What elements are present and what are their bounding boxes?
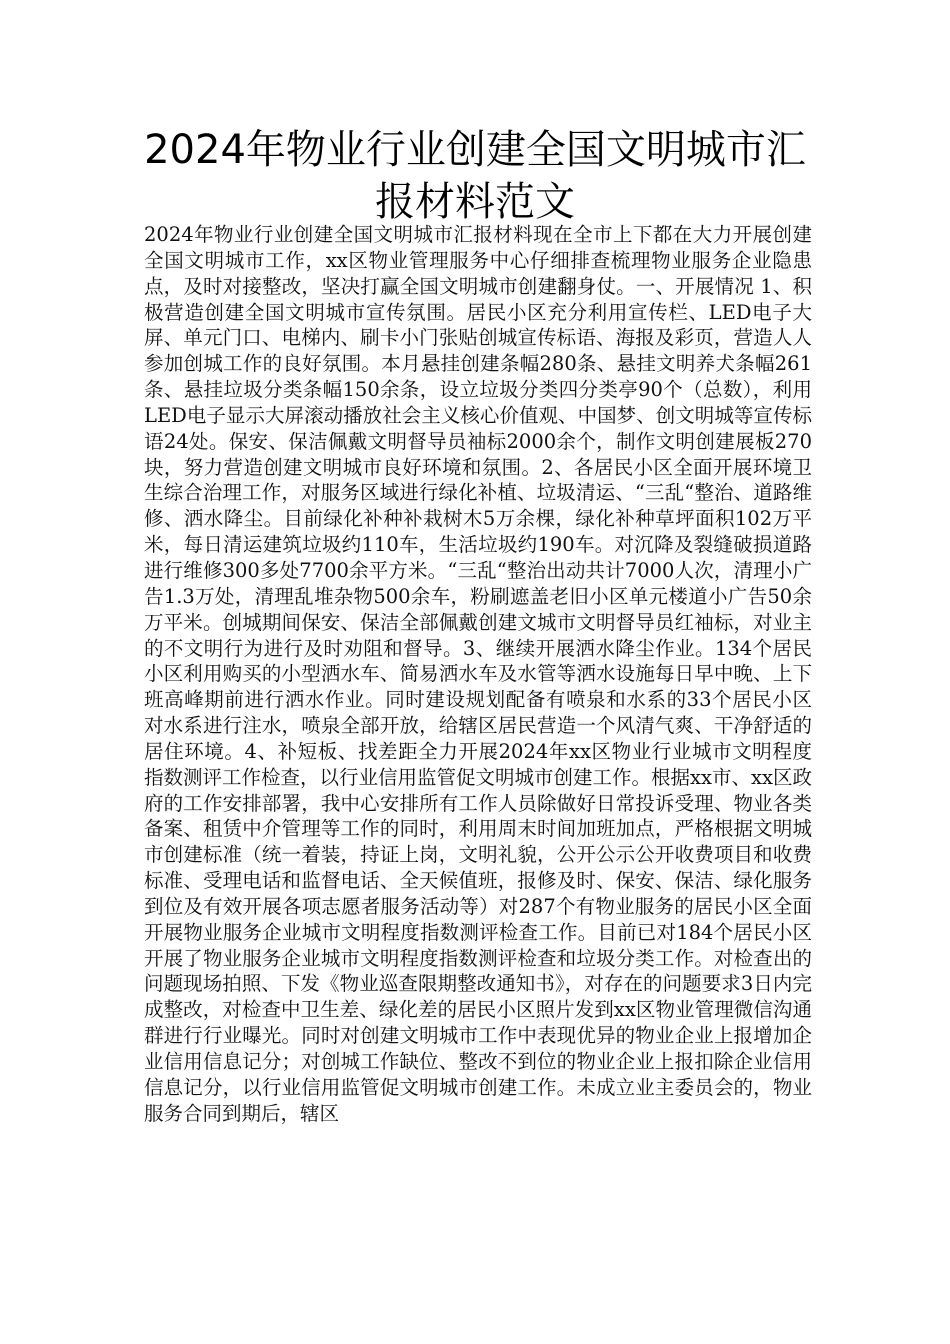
document-title: 2024年物业行业创建全国文明城市汇报材料范文 — [144, 127, 806, 225]
document-body: 2024年物业行业创建全国文明城市汇报材料现在全市上下都在大力开展创建全国文明城市工作，xx区物业管理服务中心仔细排查梳理物业服务企业隐患点，及时对接整改，坚决打赢全国文明城市创建翻身仗。一、开展情况 1、积极营造创建全国文明城市宣传氛围。居民小区充分利用宣传栏、LED电子大屏、单元门口、电梯内、刷卡小门张贴创城宣传标语、海报及彩页，营造人人参加创城工作的良好氛围。本月悬挂创建条幅280条、悬挂文明养犬条幅261条、悬挂垃圾分类条幅150余条，设立垃圾分类四分类亭90个（总数），利用LED电子显示大屏滚动播放社会主义核心价值观、中国梦、创文明城等宣传标语24处。保安、保洁佩戴文明督导员袖标2000余个，制作文明创建展板270块，努力营造创建文明城市良好环境和氛围。2、各居民小区全面开展环境卫生综合治理工作，对服务区域进行绿化补植、垃圾清运、“三乱“整治、道路维修、洒水降尘。目前绿化补种补栽树木5万余棵，绿化补种草坪面积102万平米，每日清运建筑垃圾约110车，生活垃圾约190车。对沉降及裂缝破损道路进行维修300多处7700余平方米。“三乱“整治出动共计7000人次，清理小广告1.3万处，清理乱堆杂物500余车，粉刷遮盖老旧小区单元楼道小广告50余万平米。创城期间保安、保洁全部佩戴创建文城市文明督导员红袖标，对业主的不文明行为进行及时劝阻和督导。3、继续开展洒水降尘作业。134个居民小区利用购买的小型洒水车、简易洒水车及水管等洒水设施每日早中晚、上下班高峰期前进行洒水作业。同时建设规划配备有喷泉和水系的33个居民小区对水系进行注水，喷泉全部开放，给辖区居民营造一个风清气爽、干净舒适的居住环境。4、补短板、找差距全力开展2024年xx区物业行业城市文明程度指数测评工作检查，以行业信用监管促文明城市创建工作。根据xx市、xx区政府的工作安排部署，我中心安排所有工作人员除做好日常投诉受理、物业各类备案、租赁中介管理等工作的同时，利用周末时间加班加点，严格根据文明城市创建标准（统一着装，持证上岗，文明礼貌，公开公示公开收费项目和收费标准、受理电话和监督电话、全天候值班，报修及时、保安、保洁、绿化服务到位及有效开展各项志愿者服务活动等）对287个有物业服务的居民小区全面开展物业服务企业城市文明程度指数测评检查工作。目前已对184个居民小区开展了物业服务企业城市文明程度指数测评检查和垃圾分类工作。对检查出的问题现场拍照、下发《物业巡查限期整改通知书》，对存在的问题要求3日内完成整改，对检查中卫生差、绿化差的居民小区照片发到xx区物业管理微信沟通群进行行业曝光。同时对创建文明城市工作中表现优异的物业企业上报增加企业信用信息记分；对创城工作缺位、整改不到位的物业企业上报扣除企业信用信息记分，以行业信用监管促文明城市创建工作。未成立业主委员会的，物业服务合同到期后，辖区 — [144, 223, 812, 1125]
